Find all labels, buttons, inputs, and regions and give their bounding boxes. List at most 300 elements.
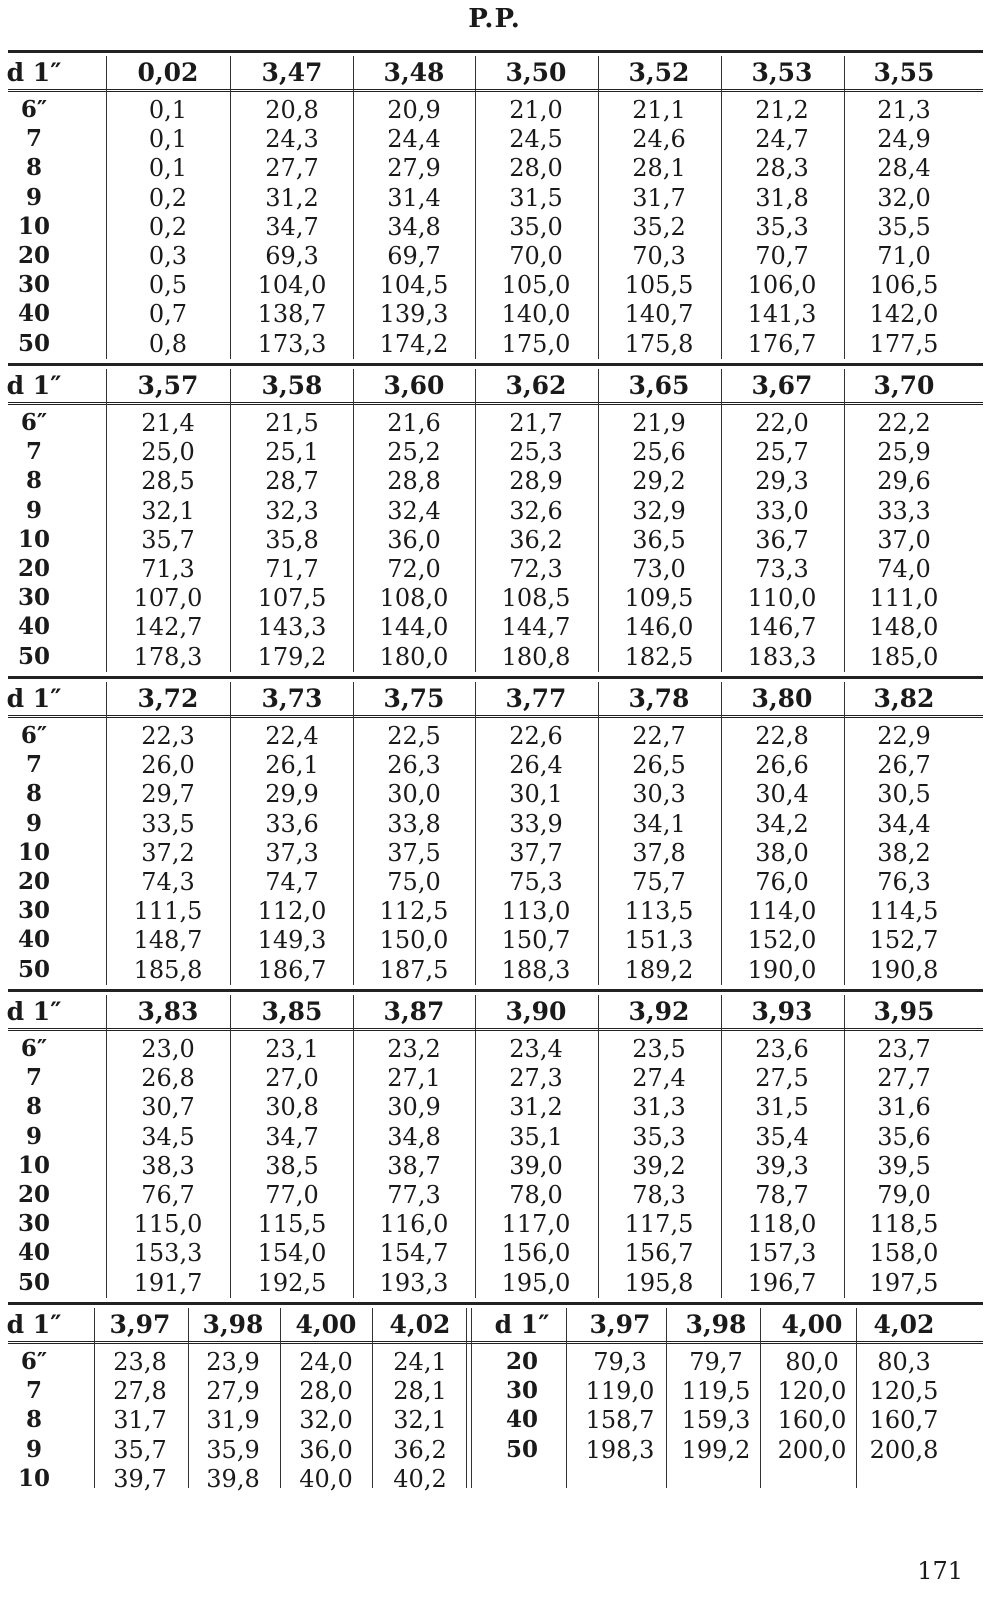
table-cell: 33,0 [755, 496, 809, 525]
table-cell: 29,7 [141, 780, 195, 809]
column-header: 3,53 [751, 58, 813, 87]
row-label: 30 [17, 897, 50, 925]
table-cell: 28,0 [509, 154, 563, 183]
table-block [8, 363, 983, 678]
column-header: 3,57 [137, 371, 199, 400]
table-cell: 25,0 [141, 438, 195, 467]
table-cell: 26,5 [632, 751, 686, 780]
table-cell: 25,1 [265, 438, 319, 467]
table-cell: 71,0 [877, 242, 931, 270]
column-divider [721, 369, 722, 672]
table-cell: 190,0 [747, 955, 817, 984]
table-cell: 22,9 [877, 722, 931, 750]
table-cell: 192,5 [257, 1268, 327, 1297]
table-cell: 38,0 [755, 838, 809, 867]
table-cell: 31,3 [632, 1093, 686, 1122]
column-header: 3,87 [383, 997, 445, 1026]
column-header: 3,98 [202, 1310, 264, 1339]
table-cell: 108,5 [501, 584, 571, 613]
column-header: 0,02 [137, 58, 199, 87]
table-cell: 36,7 [755, 525, 809, 554]
table-cell: 76,3 [877, 868, 931, 896]
table-cell: 75,3 [509, 868, 563, 896]
table-cell: 200,0 [777, 1435, 847, 1464]
table-cell: 117,0 [501, 1210, 571, 1239]
table-cell: 159,3 [681, 1406, 751, 1435]
table-cell: 34,4 [877, 809, 931, 838]
row-label: 30 [17, 1210, 50, 1238]
table-cell: 107,0 [133, 584, 203, 613]
table-cell: 141,3 [747, 300, 817, 329]
table-cell: 144,7 [501, 613, 571, 642]
table-cell: 180,0 [379, 642, 449, 671]
table-cell: 28,1 [632, 154, 686, 183]
column-header: 4,02 [873, 1310, 935, 1339]
row-label: 40 [17, 1239, 50, 1267]
table-cell: 114,0 [747, 897, 817, 926]
table-cell: 34,1 [632, 809, 686, 838]
table-cell: 28,8 [387, 467, 441, 496]
column-divider [353, 56, 354, 359]
row-label: 7 [25, 125, 42, 153]
table-cell: 35,3 [755, 212, 809, 241]
table-cell: 23,2 [387, 1035, 441, 1063]
table-cell: 34,8 [387, 1122, 441, 1151]
page-title: P.P. [468, 4, 521, 34]
table-cell: 29,2 [632, 467, 686, 496]
column-header: 3,77 [505, 684, 567, 713]
table-cell: 22,0 [755, 409, 809, 437]
table-cell: 38,5 [265, 1151, 319, 1180]
table-cell: 160,7 [869, 1406, 939, 1435]
table-cell: 30,8 [265, 1093, 319, 1122]
table-cell: 33,3 [877, 496, 931, 525]
table-cell: 23,0 [141, 1035, 195, 1063]
table-cell: 182,5 [624, 642, 694, 671]
table-header-row [8, 363, 983, 405]
table-cell: 35,6 [877, 1122, 931, 1151]
column-divider [475, 56, 476, 359]
table-cell: 26,4 [509, 751, 563, 780]
table-cell: 31,9 [206, 1406, 260, 1435]
table-cell: 186,7 [257, 955, 327, 984]
column-divider [598, 369, 599, 672]
table-cell: 30,9 [387, 1093, 441, 1122]
table-cell: 35,7 [113, 1435, 167, 1464]
column-divider [372, 1308, 373, 1488]
table-cell: 142,0 [869, 300, 939, 329]
table-cell: 158,0 [869, 1239, 939, 1268]
table-cell: 148,0 [869, 613, 939, 642]
row-label: 10 [17, 525, 50, 553]
row-label: 30 [17, 584, 50, 612]
column-header: 3,97 [589, 1310, 651, 1339]
table-cell: 111,0 [869, 584, 939, 613]
table-cell: 116,0 [379, 1210, 449, 1239]
table-cell: 30,1 [509, 780, 563, 809]
column-header: 3,60 [383, 371, 445, 400]
column-divider [598, 995, 599, 1298]
table-cell: 73,0 [632, 555, 686, 583]
table-cell: 199,2 [681, 1435, 751, 1464]
column-header: 4,02 [389, 1310, 451, 1339]
table-cell: 27,0 [265, 1064, 319, 1093]
table-cell: 198,3 [585, 1435, 655, 1464]
table-cell: 154,7 [379, 1239, 449, 1268]
table-cell: 33,6 [265, 809, 319, 838]
table-cell: 35,8 [265, 525, 319, 554]
table-cell: 25,6 [632, 438, 686, 467]
table-cell: 31,5 [755, 1093, 809, 1122]
column-header: 3,50 [505, 58, 567, 87]
table-cell: 142,7 [133, 613, 203, 642]
table-cell: 36,0 [387, 525, 441, 554]
table-cell: 118,5 [869, 1210, 939, 1239]
table-cell: 144,0 [379, 613, 449, 642]
row-label: 6″ [20, 96, 48, 123]
table-cell: 76,7 [141, 1181, 195, 1209]
table-cell: 26,0 [141, 751, 195, 780]
row-label: 50 [17, 642, 50, 670]
column-header: 3,73 [261, 684, 323, 713]
table-cell: 29,9 [265, 780, 319, 809]
table-cell: 73,3 [755, 555, 809, 583]
table-cell: 119,5 [681, 1377, 751, 1406]
column-divider [106, 56, 107, 359]
table-cell: 24,4 [387, 125, 441, 154]
row-label: 7 [25, 438, 42, 466]
table-cell: 0,1 [148, 154, 188, 183]
row-label: 20 [505, 1348, 538, 1375]
table-cell: 24,1 [393, 1348, 447, 1376]
table-cell: 72,3 [509, 555, 563, 583]
table-cell: 21,3 [877, 96, 931, 124]
table-cell: 29,3 [755, 467, 809, 496]
table-cell: 35,0 [509, 212, 563, 241]
table-cell: 31,8 [755, 183, 809, 212]
table-cell: 35,9 [206, 1435, 260, 1464]
row-label: 10 [17, 1151, 50, 1179]
table-cell: 27,9 [387, 154, 441, 183]
table-cell: 38,3 [141, 1151, 195, 1180]
table-cell: 30,3 [632, 780, 686, 809]
table-cell: 75,0 [387, 868, 441, 896]
table-cell: 71,3 [141, 555, 195, 583]
table-cell: 156,0 [501, 1239, 571, 1268]
column-header: 3,85 [261, 997, 323, 1026]
row-label: 6″ [20, 409, 48, 436]
table-cell: 69,3 [265, 242, 319, 270]
table-cell: 23,7 [877, 1035, 931, 1063]
table-header-row [8, 50, 983, 92]
table-cell: 177,5 [869, 329, 939, 358]
table-cell: 107,5 [257, 584, 327, 613]
table-cell: 104,5 [379, 271, 449, 300]
table-cell: 21,9 [632, 409, 686, 437]
table-cell: 0,8 [148, 329, 188, 358]
table-cell: 30,0 [387, 780, 441, 809]
table-cell: 69,7 [387, 242, 441, 270]
table-cell: 22,5 [387, 722, 441, 750]
table-cell: 21,1 [632, 96, 686, 124]
row-label: 7 [25, 1064, 42, 1092]
column-header: 3,67 [751, 371, 813, 400]
table-cell: 77,3 [387, 1181, 441, 1209]
table-cell: 37,3 [265, 838, 319, 867]
table-cell: 33,5 [141, 809, 195, 838]
table-cell: 36,5 [632, 525, 686, 554]
column-header: 3,82 [873, 684, 935, 713]
row-label: 9 [25, 1435, 42, 1463]
row-label: 40 [17, 613, 50, 641]
table-cell: 151,3 [624, 926, 694, 955]
table-header-row [8, 989, 983, 1031]
table-cell: 146,0 [624, 613, 694, 642]
table-cell: 104,0 [257, 271, 327, 300]
table-cell: 25,7 [755, 438, 809, 467]
table-cell: 21,2 [755, 96, 809, 124]
table-cell: 24,0 [299, 1348, 353, 1376]
table-cell: 24,3 [265, 125, 319, 154]
table-cell: 26,3 [387, 751, 441, 780]
table-cell: 111,5 [133, 897, 203, 926]
row-label: 9 [25, 496, 42, 524]
table-cell: 31,2 [265, 183, 319, 212]
table-cell: 114,5 [869, 897, 939, 926]
table-cell: 0,1 [148, 96, 188, 124]
row-label: 20 [17, 242, 50, 269]
table-cell: 22,3 [141, 722, 195, 750]
table-cell: 30,7 [141, 1093, 195, 1122]
table-cell: 32,4 [387, 496, 441, 525]
table-cell: 26,1 [265, 751, 319, 780]
table-cell: 39,3 [755, 1151, 809, 1180]
table-cell: 39,2 [632, 1151, 686, 1180]
column-divider [666, 1308, 667, 1488]
column-divider [475, 995, 476, 1298]
table-cell: 76,0 [755, 868, 809, 896]
table-cell: 112,0 [257, 897, 327, 926]
column-divider [844, 682, 845, 985]
row-label: 8 [25, 467, 42, 495]
table-cell: 28,9 [509, 467, 563, 496]
table-cell: 23,5 [632, 1035, 686, 1063]
column-header: 3,55 [873, 58, 935, 87]
table-cell: 72,0 [387, 555, 441, 583]
column-header: 3,92 [628, 997, 690, 1026]
column-divider [721, 682, 722, 985]
table-cell: 21,5 [265, 409, 319, 437]
row-label: 10 [17, 838, 50, 866]
table-header-row [8, 1302, 983, 1344]
row-label: 9 [25, 809, 42, 837]
table-cell: 190,8 [869, 955, 939, 984]
table-cell: 40,2 [393, 1464, 447, 1493]
final-table-block [8, 1302, 983, 1502]
table-cell: 79,0 [877, 1181, 931, 1209]
table-block [8, 676, 983, 991]
table-cell: 27,9 [206, 1377, 260, 1406]
table-cell: 149,3 [257, 926, 327, 955]
table-cell: 191,7 [133, 1268, 203, 1297]
row-label: 50 [505, 1435, 538, 1463]
table-cell: 79,3 [593, 1348, 647, 1376]
table-cell: 37,2 [141, 838, 195, 867]
table-cell: 120,0 [777, 1377, 847, 1406]
table-cell: 25,9 [877, 438, 931, 467]
table-cell: 23,9 [206, 1348, 260, 1376]
column-header: 3,93 [751, 997, 813, 1026]
table-cell: 35,3 [632, 1122, 686, 1151]
table-cell: 27,5 [755, 1064, 809, 1093]
table-cell: 119,0 [585, 1377, 655, 1406]
table-cell: 36,2 [393, 1435, 447, 1464]
table-cell: 105,0 [501, 271, 571, 300]
table-cell: 74,0 [877, 555, 931, 583]
column-divider [566, 1308, 567, 1488]
row-label: 20 [17, 868, 50, 895]
table-cell: 150,0 [379, 926, 449, 955]
row-label: 6″ [20, 722, 48, 749]
table-cell: 106,5 [869, 271, 939, 300]
table-cell: 185,0 [869, 642, 939, 671]
table-cell: 196,7 [747, 1268, 817, 1297]
table-cell: 34,2 [755, 809, 809, 838]
table-cell: 176,7 [747, 329, 817, 358]
table-cell: 26,6 [755, 751, 809, 780]
table-cell: 30,4 [755, 780, 809, 809]
row-label: 30 [17, 271, 50, 299]
table-block [8, 50, 983, 365]
table-cell: 157,3 [747, 1239, 817, 1268]
table-cell: 0,2 [148, 212, 188, 241]
row-label-header: d 1″ [6, 684, 62, 713]
row-label-header: d 1″ [6, 997, 62, 1026]
table-cell: 32,1 [393, 1406, 447, 1435]
section-divider [466, 1308, 467, 1488]
table-cell: 174,2 [379, 329, 449, 358]
table-cell: 20,8 [265, 96, 319, 124]
table-cell: 108,0 [379, 584, 449, 613]
table-cell: 22,4 [265, 722, 319, 750]
table-cell: 178,3 [133, 642, 203, 671]
table-cell: 71,7 [265, 555, 319, 583]
table-cell: 28,7 [265, 467, 319, 496]
table-cell: 28,3 [755, 154, 809, 183]
table-cell: 79,7 [689, 1348, 743, 1376]
row-label: 9 [25, 1122, 42, 1150]
table-cell: 22,8 [755, 722, 809, 750]
table-cell: 0,7 [148, 300, 188, 329]
row-label: 8 [25, 1093, 42, 1121]
table-cell: 24,6 [632, 125, 686, 154]
row-label: 50 [17, 1268, 50, 1296]
row-label: 30 [505, 1377, 538, 1405]
table-cell: 36,2 [509, 525, 563, 554]
table-cell: 117,5 [624, 1210, 694, 1239]
column-header: 3,65 [628, 371, 690, 400]
table-cell: 27,3 [509, 1064, 563, 1093]
table-cell: 38,2 [877, 838, 931, 867]
table-cell: 35,5 [877, 212, 931, 241]
column-header: 4,00 [295, 1310, 357, 1339]
table-cell: 148,7 [133, 926, 203, 955]
table-cell: 70,0 [509, 242, 563, 270]
column-divider [844, 995, 845, 1298]
table-cell: 110,0 [747, 584, 817, 613]
table-cell: 180,8 [501, 642, 571, 671]
row-label: 9 [25, 183, 42, 211]
table-cell: 22,6 [509, 722, 563, 750]
table-cell: 80,0 [785, 1348, 839, 1376]
row-label: 20 [17, 555, 50, 582]
row-label: 10 [17, 1464, 50, 1492]
table-cell: 187,5 [379, 955, 449, 984]
table-cell: 120,5 [869, 1377, 939, 1406]
column-divider [475, 682, 476, 985]
table-cell: 173,3 [257, 329, 327, 358]
column-header: 3,97 [109, 1310, 171, 1339]
table-cell: 35,7 [141, 525, 195, 554]
table-cell: 38,7 [387, 1151, 441, 1180]
table-cell: 112,5 [379, 897, 449, 926]
table-cell: 31,5 [509, 183, 563, 212]
table-cell: 0,2 [148, 183, 188, 212]
column-header: 3,90 [505, 997, 567, 1026]
table-cell: 70,3 [632, 242, 686, 270]
table-cell: 146,7 [747, 613, 817, 642]
row-label: 20 [17, 1181, 50, 1208]
column-divider [844, 56, 845, 359]
column-header: 3,70 [873, 371, 935, 400]
column-divider [230, 682, 231, 985]
column-header: 3,48 [383, 58, 445, 87]
table-cell: 143,3 [257, 613, 327, 642]
column-header: 4,00 [781, 1310, 843, 1339]
table-cell: 30,5 [877, 780, 931, 809]
table-cell: 154,0 [257, 1239, 327, 1268]
table-cell: 138,7 [257, 300, 327, 329]
column-divider [844, 369, 845, 672]
table-cell: 34,7 [265, 1122, 319, 1151]
column-header: 3,80 [751, 684, 813, 713]
row-label: 6″ [20, 1035, 48, 1062]
table-cell: 37,8 [632, 838, 686, 867]
table-cell: 152,7 [869, 926, 939, 955]
table-cell: 75,7 [632, 868, 686, 896]
column-header: 3,58 [261, 371, 323, 400]
table-cell: 0,5 [148, 271, 188, 300]
row-label: 50 [17, 329, 50, 357]
table-cell: 26,7 [877, 751, 931, 780]
table-cell: 31,6 [877, 1093, 931, 1122]
table-cell: 193,3 [379, 1268, 449, 1297]
table-cell: 31,7 [113, 1406, 167, 1435]
column-header: 3,72 [137, 684, 199, 713]
column-divider [230, 369, 231, 672]
table-cell: 23,1 [265, 1035, 319, 1063]
table-cell: 179,2 [257, 642, 327, 671]
table-cell: 28,4 [877, 154, 931, 183]
column-divider [230, 995, 231, 1298]
table-block [8, 989, 983, 1304]
table-cell: 27,7 [265, 154, 319, 183]
table-cell: 140,7 [624, 300, 694, 329]
table-cell: 185,8 [133, 955, 203, 984]
table-cell: 0,1 [148, 125, 188, 154]
table-cell: 33,8 [387, 809, 441, 838]
table-cell: 27,1 [387, 1064, 441, 1093]
